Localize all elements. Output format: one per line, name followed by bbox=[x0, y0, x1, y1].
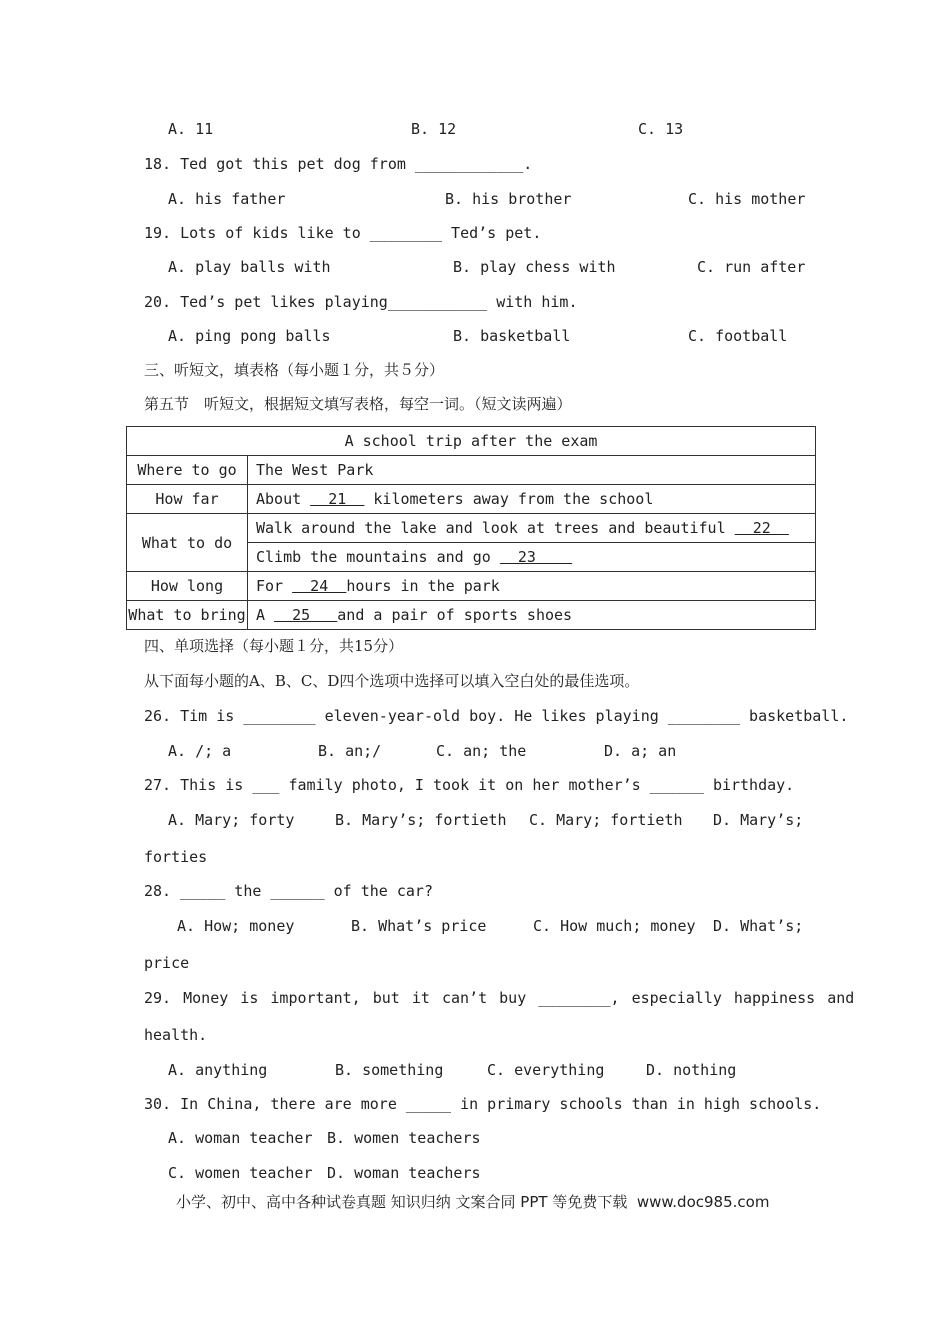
q28-stem: 28. _____ the ______ of the car? bbox=[144, 882, 433, 900]
table-row bbox=[127, 514, 816, 543]
row-value: Climb the mountains and go 23 bbox=[248, 543, 816, 572]
q17-option-b: B. 12 bbox=[411, 120, 457, 138]
row-label: Where to go bbox=[127, 456, 248, 485]
q17-option-a: A. 11 bbox=[168, 120, 214, 138]
q28-option-a: A. How; money bbox=[177, 917, 295, 935]
q30-option-a: A. woman teacher bbox=[168, 1129, 313, 1147]
q19-option-c: C. run after bbox=[697, 258, 806, 276]
row-value: For 24 hours in the park bbox=[248, 572, 816, 601]
table-row bbox=[127, 456, 816, 485]
q18-option-b: B. his brother bbox=[445, 190, 572, 208]
section4-instructions: 从下面每小题的A、B、C、D四个选项中选择可以填入空白处的最佳选项。 bbox=[144, 672, 640, 690]
q29-stem: 29. Money is important, but it can’t buy ________, especially happiness and bbox=[144, 989, 855, 1007]
q18-option-c: C. his mother bbox=[688, 190, 806, 208]
blank-21: 21 bbox=[310, 490, 365, 508]
q26-option-a: A. /; a bbox=[168, 742, 232, 760]
q29-option-d: D. nothing bbox=[646, 1061, 737, 1079]
q28-option-d: D. What’s; bbox=[713, 917, 804, 935]
row-value: About 21 kilometers away from the school bbox=[248, 485, 816, 514]
q30-option-b: B. women teachers bbox=[327, 1129, 481, 1147]
section3-title: 三、听短文，填表格（每小题１分，共５分） bbox=[144, 361, 445, 379]
q18-option-a: A. his father bbox=[168, 190, 286, 208]
q26-stem: 26. Tim is ________ eleven-year-old boy. He likes playing ________ basketball. bbox=[144, 707, 849, 725]
table-row bbox=[127, 601, 816, 630]
school-trip-table bbox=[126, 426, 816, 630]
section3-instructions: 第五节 听短文，根据短文填写表格，每空一词。（短文读两遍） bbox=[144, 395, 572, 413]
blank-22: 22 bbox=[734, 519, 789, 537]
footer-watermark: 小学、初中、高中各种试卷真题 知识归纳 文案合同 PPT 等免费下载 www.doc985.com bbox=[176, 1193, 770, 1211]
q29-stem-cont: health. bbox=[144, 1026, 208, 1044]
q30-option-c: C. women teacher bbox=[168, 1164, 313, 1182]
table-row bbox=[127, 572, 816, 601]
q20-stem: 20. Ted’s pet likes playing___________ with him. bbox=[144, 293, 578, 311]
q27-option-c: C. Mary; fortieth bbox=[529, 811, 683, 829]
q30-stem: 30. In China, there are more _____ in primary schools than in high schools. bbox=[144, 1095, 822, 1113]
table-row bbox=[127, 485, 816, 514]
q27-option-d: D. Mary’s; bbox=[713, 811, 804, 829]
q29-option-c: C. everything bbox=[487, 1061, 605, 1079]
q29-option-a: A. anything bbox=[168, 1061, 268, 1079]
q29-option-b: B. something bbox=[335, 1061, 444, 1079]
q26-option-c: C. an; the bbox=[436, 742, 527, 760]
q19-option-b: B. play chess with bbox=[453, 258, 616, 276]
q30-option-d: D. woman teachers bbox=[327, 1164, 481, 1182]
row-value: The West Park bbox=[248, 456, 816, 485]
q19-stem: 19. Lots of kids like to ________ Ted’s pet. bbox=[144, 224, 542, 242]
row-value: Walk around the lake and look at trees and beautiful 22 bbox=[248, 514, 816, 543]
q26-option-d: D. a; an bbox=[604, 742, 677, 760]
row-label: How far bbox=[127, 485, 248, 514]
blank-24: 24 bbox=[292, 577, 347, 595]
q28-option-d-cont: price bbox=[144, 954, 190, 972]
q27-option-b: B. Mary’s; fortieth bbox=[335, 811, 507, 829]
q20-option-a: A. ping pong balls bbox=[168, 327, 331, 345]
q20-option-c: C. football bbox=[688, 327, 788, 345]
row-value: A 25 and a pair of sports shoes bbox=[248, 601, 816, 630]
table-title: A school trip after the exam bbox=[127, 427, 816, 456]
q27-option-a: A. Mary; forty bbox=[168, 811, 295, 829]
row-label: What to do bbox=[127, 514, 248, 572]
q19-option-a: A. play balls with bbox=[168, 258, 331, 276]
row-label: What to bring bbox=[127, 601, 248, 630]
q18-stem: 18. Ted got this pet dog from ____________. bbox=[144, 155, 533, 173]
q28-option-b: B. What’s price bbox=[351, 917, 487, 935]
q27-option-d-cont: forties bbox=[144, 848, 208, 866]
q20-option-b: B. basketball bbox=[453, 327, 571, 345]
q17-option-c: C. 13 bbox=[638, 120, 684, 138]
q28-option-c: C. How much; money bbox=[533, 917, 696, 935]
section4-title: 四、单项选择（每小题１分，共15分） bbox=[144, 637, 404, 655]
blank-23: 23 bbox=[499, 548, 573, 566]
row-label: How long bbox=[127, 572, 248, 601]
q26-option-b: B. an;/ bbox=[318, 742, 382, 760]
blank-25: 25 bbox=[274, 606, 338, 624]
q27-stem: 27. This is ___ family photo, I took it on her mother’s ______ birthday. bbox=[144, 776, 795, 794]
